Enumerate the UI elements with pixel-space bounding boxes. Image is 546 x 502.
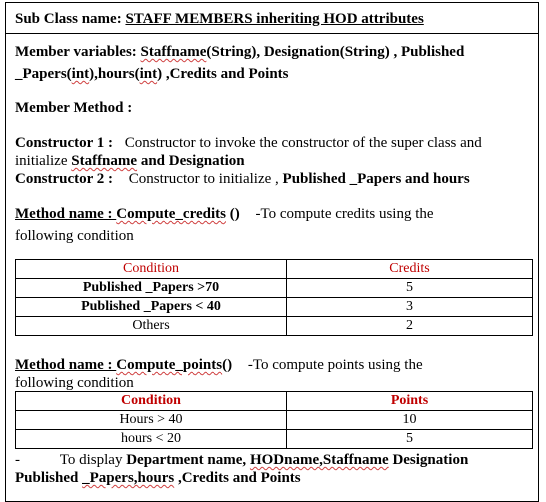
table-row xyxy=(16,317,533,336)
constructor1-line xyxy=(15,134,482,152)
constructor1-staffname: Staffname xyxy=(71,153,138,169)
points-method-label: Method name : xyxy=(15,357,117,373)
table-cell: 5 xyxy=(287,279,533,298)
table-row xyxy=(16,411,533,430)
table-row xyxy=(16,430,533,449)
table-cell: Published _Papers >70 xyxy=(16,279,287,298)
constructor1-label: Constructor 1 : xyxy=(15,135,114,151)
points-header-points: Points xyxy=(287,392,533,411)
display-papers-hours: _Papers,hours xyxy=(82,470,175,486)
points-method-name: Compute_points xyxy=(116,357,223,373)
constructor2-text: Constructor to initialize , xyxy=(128,171,283,187)
table-header-row xyxy=(16,392,533,411)
display-line2 xyxy=(15,469,301,487)
int-type-1: int xyxy=(71,66,90,82)
table-cell: 2 xyxy=(287,317,533,336)
hours-var: ),hours( xyxy=(89,66,140,82)
constructor2-bold: Published _Papers and hours xyxy=(282,171,470,187)
credits-header-credits: Credits xyxy=(287,260,533,279)
table-cell: Others xyxy=(16,317,287,336)
credits-points-var: ) ,Credits and Points xyxy=(157,66,289,82)
constructor1-line2 xyxy=(15,152,245,170)
table-cell: Published _Papers < 40 xyxy=(16,298,287,317)
display-line xyxy=(15,451,468,469)
points-method-line xyxy=(15,356,423,374)
points-method-desc: -To compute points using the xyxy=(247,357,423,373)
table-header-row xyxy=(16,260,533,279)
display-credits-points: ,Credits and Points xyxy=(174,470,301,486)
constructor2-label: Constructor 2 : xyxy=(15,171,114,187)
subclass-line xyxy=(15,10,424,28)
display-dept: Department name, xyxy=(126,452,250,468)
member-variables-label: Member variables: xyxy=(15,44,137,60)
credits-method-desc: -To compute credits using the xyxy=(255,206,434,222)
member-method-heading: Member Method : xyxy=(15,100,133,116)
points-method-desc2: following condition xyxy=(15,375,134,391)
table-cell: 10 xyxy=(287,411,533,430)
credits-method-name: Compute_credits xyxy=(116,206,226,222)
subclass-label: Sub Class name: xyxy=(15,11,122,27)
member-variables-line2 xyxy=(15,65,289,83)
table-row xyxy=(16,279,533,298)
constructor1-text: Constructor to invoke the constructor of the super class and xyxy=(124,135,482,151)
int-type-2: int xyxy=(139,66,158,82)
table-cell: hours < 20 xyxy=(16,430,287,449)
display-published: Published xyxy=(15,470,83,486)
credits-method-desc2: following condition xyxy=(15,228,134,244)
table-cell: Hours > 40 xyxy=(16,411,287,430)
member-variables-rest: (String), Designation(String) , Published xyxy=(206,44,465,60)
table-cell: 3 xyxy=(287,298,533,317)
points-header-condition: Condition xyxy=(16,392,287,411)
header-divider xyxy=(5,33,539,34)
table-cell: 5 xyxy=(287,430,533,449)
staffname-var: Staffname xyxy=(140,44,207,60)
constructor1-designation: and Designation xyxy=(137,153,245,169)
display-designation: Designation xyxy=(388,452,469,468)
credits-method-label: Method name : xyxy=(15,206,117,222)
papers-var: _Papers( xyxy=(15,66,72,82)
display-text: To display xyxy=(59,452,127,468)
display-names: HODname,Staffname xyxy=(249,452,389,468)
credits-header-condition: Condition xyxy=(16,260,287,279)
constructor2-line xyxy=(15,170,470,188)
points-table xyxy=(15,391,533,449)
credits-table xyxy=(15,259,533,336)
table-row xyxy=(16,298,533,317)
credits-method-line xyxy=(15,205,434,223)
points-method-parens: () xyxy=(222,357,233,373)
subclass-text: STAFF MEMBERS inheriting HOD attributes xyxy=(125,11,424,27)
display-dash: - xyxy=(15,452,20,468)
constructor1-initialize: initialize xyxy=(15,153,72,169)
credits-method-parens: () xyxy=(225,206,240,222)
member-variables-line1 xyxy=(15,43,464,61)
